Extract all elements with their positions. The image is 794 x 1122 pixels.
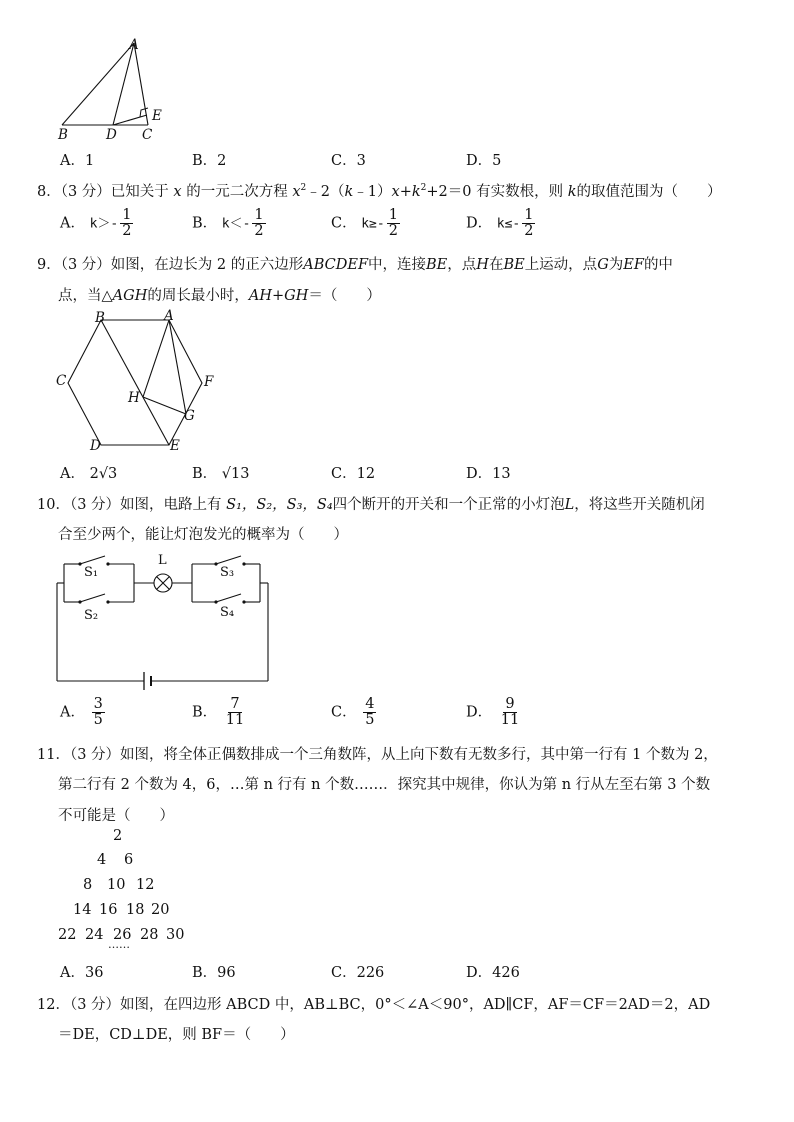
q9-option-a[interactable]: A． 2√3 [60,466,118,482]
q10-option-b[interactable]: B． $\frac{7}{11}$ [192,696,245,729]
q12-stem-line2: ＝DE，CD⊥DE，则 BF＝（ ） [58,1027,295,1043]
q10-stem-line1: 10．（3 分）如图，电路上有 S₁，S₂，S₃，S₄四个断开的开关和一个正常的小灯泡L，将这些开关随机闭 [37,497,705,513]
q10-stem-line2: 合至少两个，能让灯泡发光的概率为（ ） [58,527,348,543]
q8-option-a[interactable]: A． k＞- $\frac{1}{2}$ [60,207,132,240]
q9-label-b: B [95,310,105,326]
q7-option-c[interactable]: C．3 [331,153,366,169]
triangle-dots: …… [108,938,130,951]
q7-label-c: C [142,127,153,143]
q9-option-b[interactable]: B． √13 [192,466,250,482]
table-cell: 2 [113,828,123,844]
table-cell: 18 [126,902,145,918]
q9-label-a: A [164,308,174,324]
table-cell: 14 [73,902,92,918]
q9-stem-line2: 点，当△AGH的周长最小时，AH+GH＝（ ） [58,288,381,304]
table-cell: 30 [166,927,185,943]
q10-label-s4: S₄ [220,605,235,620]
table-cell: 24 [85,927,104,943]
q12-stem-line1: 12．（3 分）如图，在四边形 ABCD 中，AB⊥BC，0°＜∠A＜90°，AD∥CF，AF＝CF＝2AD＝2，AD [37,997,711,1013]
q9-label-g: G [184,408,195,424]
table-cell: 28 [140,927,159,943]
q11-option-d[interactable]: D．426 [466,965,520,981]
table-cell: 4 [97,852,107,868]
q9-stem-line1: 9．（3 分）如图，在边长为 2 的正六边形ABCDEF中，连接BE，点H在BE上运动，点G为EF的中 [37,257,673,273]
table-cell: 8 [83,877,93,893]
q11-option-b[interactable]: B．96 [192,965,236,981]
q9-option-c[interactable]: C．12 [331,466,376,482]
table-cell: 16 [99,902,118,918]
q10-option-d[interactable]: D． $\frac{9}{11}$ [466,696,520,729]
q8-option-d[interactable]: D． k≤- $\frac{1}{2}$ [466,207,534,240]
q11-stem-line2: 第二行有 2 个数为 4，6，…第 n 行有 n 个数……．探究其中规律，你认为第 n 行从左至右第 3 个数 [58,777,711,793]
q8-stem: 8．（3 分）已知关于 x 的一元二次方程 $x^2﹣2(k﹣1)x+k^2+2=0$ 有实数根，则 k的取值范围为（ ） [37,183,722,200]
table-cell: 26 [113,927,132,943]
q9-option-d[interactable]: D．13 [466,466,511,482]
q10-label-s2: S₂ [84,608,99,623]
q11-stem-line1: 11．（3 分）如图，将全体正偶数排成一个三角数阵，从上向下数有无数多行，其中第一行有 1 个数为 2， [37,747,718,763]
q11-option-c[interactable]: C．226 [331,965,385,981]
q7-label-a: A [129,37,139,53]
q9-label-f: F [204,374,214,390]
q10-option-a[interactable]: A． $\frac{3}{5}$ [60,696,103,729]
q7-label-e: E [152,108,162,124]
table-cell: 12 [136,877,155,893]
q10-label-s3: S₃ [220,565,235,580]
q9-label-c: C [56,373,67,389]
q8-option-b[interactable]: B． k＜- $\frac{1}{2}$ [192,207,264,240]
q10-option-c[interactable]: C． $\frac{4}{5}$ [331,696,375,729]
q9-label-d: D [90,438,101,454]
table-cell: 6 [124,852,134,868]
table-cell: 20 [151,902,170,918]
q9-label-h: H [128,390,140,406]
q7-label-d: D [106,127,117,143]
q11-option-a[interactable]: A．36 [60,965,104,981]
q9-label-e: E [170,438,180,454]
table-cell: 10 [107,877,126,893]
q7-option-d[interactable]: D．5 [466,153,502,169]
q10-label-lamp: L [158,553,167,568]
q7-option-a[interactable]: A．1 [60,153,95,169]
q11-stem-line3: 不可能是（ ） [58,808,174,824]
q10-label-s1: S₁ [84,565,99,580]
q7-option-b[interactable]: B．2 [192,153,227,169]
table-cell: 22 [58,927,77,943]
q7-label-b: B [58,127,68,143]
q8-option-c[interactable]: C． k≥- $\frac{1}{2}$ [331,207,398,240]
